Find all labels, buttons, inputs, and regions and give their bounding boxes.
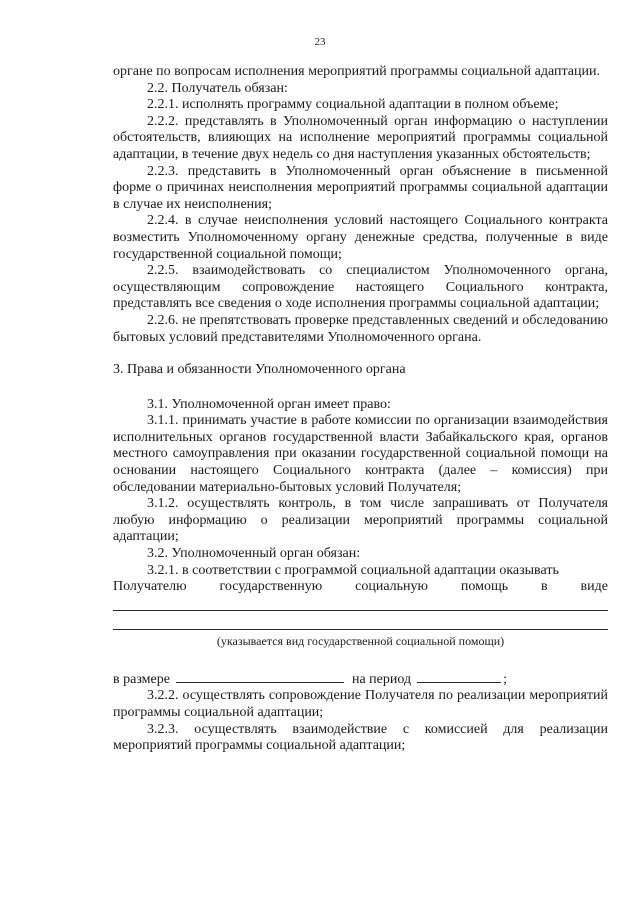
paragraph-continuation: органе по вопросам исполнения мероприятий программы социальной адаптации. [113,64,600,79]
spread-word: социальную [355,579,428,595]
period-blank [417,670,501,683]
amount-prefix: в размере [113,671,170,687]
paragraph-2-2-4: 2.2.4. в случае неисполнения условий настоящего Социального контракта возместить Уполномоченному органу денежные средства, полученные в виде государственной социальной помощи; [113,213,608,262]
fill-in-line-1 [113,600,608,611]
paragraph-2-2-3: 2.2.3. представить в Уполномоченный орган объяснение в письменной форме о причинах неисполнения мероприятий программы социальной адаптации в случае их неисполнения; [113,163,608,212]
spread-word: помощь [460,579,509,595]
section-title: 3. Права и обязанности Уполномоченного органа [113,362,406,378]
fill-in-caption: (указывается вид государственной социальной помощи) [216,633,505,648]
paragraph-2-2-1: 2.2.1. исполнять программу социальной адаптации в полном объеме; [147,97,559,113]
period-label: на период [351,671,412,687]
spread-line [113,579,608,596]
document-body [113,64,608,755]
paragraph-2-2: 2.2. Получатель обязан: [147,80,288,96]
paragraph-3-2-1: 3.2.1. в соответствии с программой социальной адаптации оказывать [147,562,559,578]
page-number: 23 [314,36,326,48]
paragraph-2-2-2: 2.2.2. представлять в Уполномоченный орган информацию о наступлении обстоятельств, влияющих на исполнение мероприятий программы социальной адаптации, в течение двух недель со дня наступления указанных обстоятельств; [113,113,608,162]
fill-in-line-2 [113,619,608,630]
paragraph-3-2-2: 3.2.2. осуществлять сопровождение Получателя по реализации мероприятий программы социальной адаптации; [113,688,608,720]
spread-word: Получателю [113,579,187,595]
paragraph-2-2-5: 2.2.5. взаимодействовать со специалистом Уполномоченного органа, осуществляющим сопровождение настоящего Социального контракта, представлять все сведения о ходе исполнения программы социальной адаптации; [113,263,608,312]
spread-word: в [541,579,548,595]
paragraph-3-1: 3.1. Уполномоченной орган имеет право: [147,396,391,412]
paragraph-3-1-2: 3.1.2. осуществлять контроль, в том числе запрашивать от Получателя любую информацию о реализации мероприятий программы социальной адаптации; [113,496,608,545]
spread-word: виде [580,579,608,595]
paragraph-2-2-6: 2.2.6. не препятствовать проверке представленных сведений и обследованию бытовых условий представителями Уполномоченного органа. [113,312,608,345]
paragraph-3-1-1: 3.1.1. принимать участие в работе комиссии по организации взаимодействия исполнительных органов государственной власти Забайкальского края, органов местного самоуправления при оказании государственной социальной помощи на основании настоящего Социального контракта (далее – комиссия) при обследовании материально-бытовых условий Получателя; [113,413,608,495]
spread-word: государственную [219,579,323,595]
paragraph-3-2-3: 3.2.3. осуществлять взаимодействие с комиссией для реализации мероприятий программы социальной адаптации; [113,721,608,754]
amount-suffix: ; [503,671,507,687]
paragraph-3-2: 3.2. Уполномоченный орган обязан: [147,546,361,562]
amount-blank [176,670,344,683]
amount-line [113,670,608,689]
